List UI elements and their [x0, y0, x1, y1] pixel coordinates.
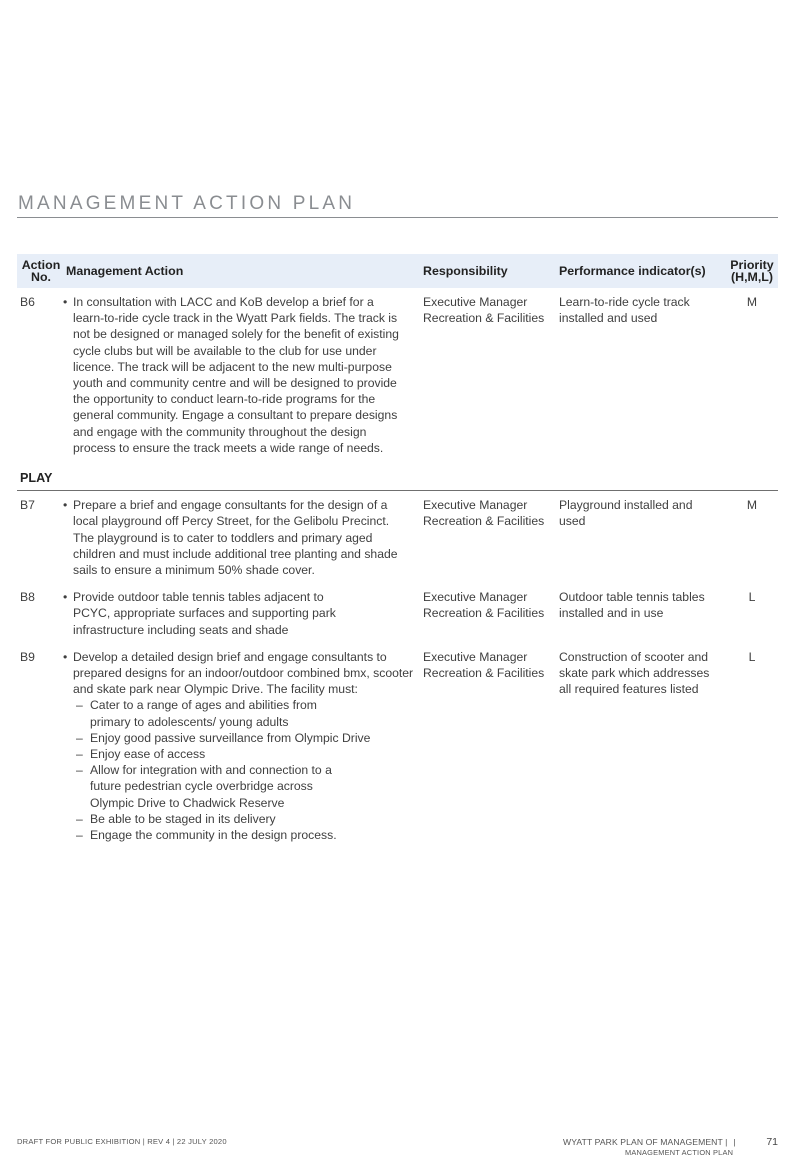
priority: M: [746, 498, 758, 513]
header-action-no: Action No.: [17, 254, 63, 288]
responsibility: Executive Manager Recreation & Facilities: [423, 649, 545, 681]
performance-indicator: Playground installed and used: [559, 498, 693, 529]
footer-document-title: WYATT PARK PLAN OF MANAGEMENT |: [563, 1137, 728, 1147]
table-row: [17, 584, 778, 644]
page-number: 71: [766, 1136, 778, 1148]
performance-indicator: Learn-to-ride cycle track installed and used: [559, 295, 690, 326]
header-priority: Priority (H,M,L): [726, 254, 778, 288]
header-performance-indicator: Performance indicator(s): [556, 254, 726, 288]
table-row: [17, 644, 778, 843]
table-row: [17, 288, 778, 464]
requirement-item: – Engage the community in the design process.: [76, 827, 416, 843]
management-action-table: [17, 254, 778, 843]
requirement-item: – Enjoy ease of access: [76, 746, 416, 762]
table-header-row: [17, 254, 778, 288]
management-action-text: • In consultation with LACC and KoB develop a brief for a learn-to-ride cycle track in the Wyatt Park fields. The track is not be designed or managed solely for the benefit of existing cycle clubs but will be available to the club for use under licence. The track will be adjacent to the new multi-purpose youth and community centre and will be designed to provide the opportunity to conduct learn-to-ride programs for the general community. Engage a consultant to prepare designs and engage with the community throughout the design process to ensure the track meets a wide range of needs.: [63, 294, 408, 456]
priority: M: [746, 295, 758, 309]
group-label: PLAY: [17, 464, 778, 491]
footer-section-name: MANAGEMENT ACTION PLAN: [625, 1148, 734, 1157]
header-management-action: Management Action: [63, 254, 420, 288]
section-title: MANAGEMENT ACTION PLAN: [18, 193, 356, 214]
performance-indicator: Construction of scooter and skate park which addresses all required features listed: [559, 649, 710, 697]
responsibility: Executive Manager Recreation & Facilities: [423, 590, 545, 621]
footer-document-info: [563, 1136, 778, 1157]
requirements-list: [73, 697, 416, 843]
management-action-text: • Prepare a brief and engage consultants for the design of a local playground off Percy Street, for the Gelibolu Precinct. The playground is to cater to toddlers and primary aged children and must include additional tree planting and shade sails to ensure a minimum 50% shade cover.: [63, 497, 408, 578]
management-action-text: • Develop a detailed design brief and engage consultants to prepared designs for an indoor/outdoor combined bmx, scooter and skate park near Olympic Drive. The facility must: – Cater to a range of ages and abilities from primary to adolescents/ young adults – Enjoy good passive surveillance from Olympic Drive – Enjoy ease of access – Allow for integration with and connection to a future pedestrian cycle overbridge across Olympic Drive to Chadwick Reserve – Be able to be staged in its delivery – Engage the community in the design process.: [63, 649, 416, 843]
management-action-text: • Provide outdoor table tennis tables adjacent to PCYC, appropriate surfaces and supporting park infrastructure including seats and shade: [63, 589, 348, 638]
table-row: [17, 491, 778, 585]
priority: L: [748, 649, 756, 664]
priority: L: [748, 590, 756, 605]
action-number: B8: [20, 590, 35, 605]
title-divider: [17, 217, 778, 218]
footer-draft-notice: DRAFT FOR PUBLIC EXHIBITION | REV 4 | 22 JULY 2020: [17, 1137, 227, 1146]
requirement-item: – Be able to be staged in its delivery: [76, 811, 416, 827]
requirement-item: – Allow for integration with and connection to a future pedestrian cycle overbridge across Olympic Drive to Chadwick Reserve: [76, 762, 416, 811]
action-number: B6: [20, 295, 35, 309]
requirement-item: – Enjoy good passive surveillance from Olympic Drive: [76, 730, 416, 746]
requirement-item: – Cater to a range of ages and abilities from primary to adolescents/ young adults: [76, 697, 416, 729]
group-header-play: [17, 464, 778, 491]
performance-indicator: Outdoor table tennis tables installed and in use: [559, 590, 705, 621]
responsibility: Executive Manager Recreation & Facilities: [423, 498, 545, 529]
action-number: B7: [20, 498, 35, 513]
action-number: B9: [20, 649, 35, 664]
responsibility: Executive Manager Recreation & Facilities: [423, 295, 545, 326]
footer-separator: |: [733, 1137, 736, 1147]
header-responsibility: Responsibility: [420, 254, 556, 288]
